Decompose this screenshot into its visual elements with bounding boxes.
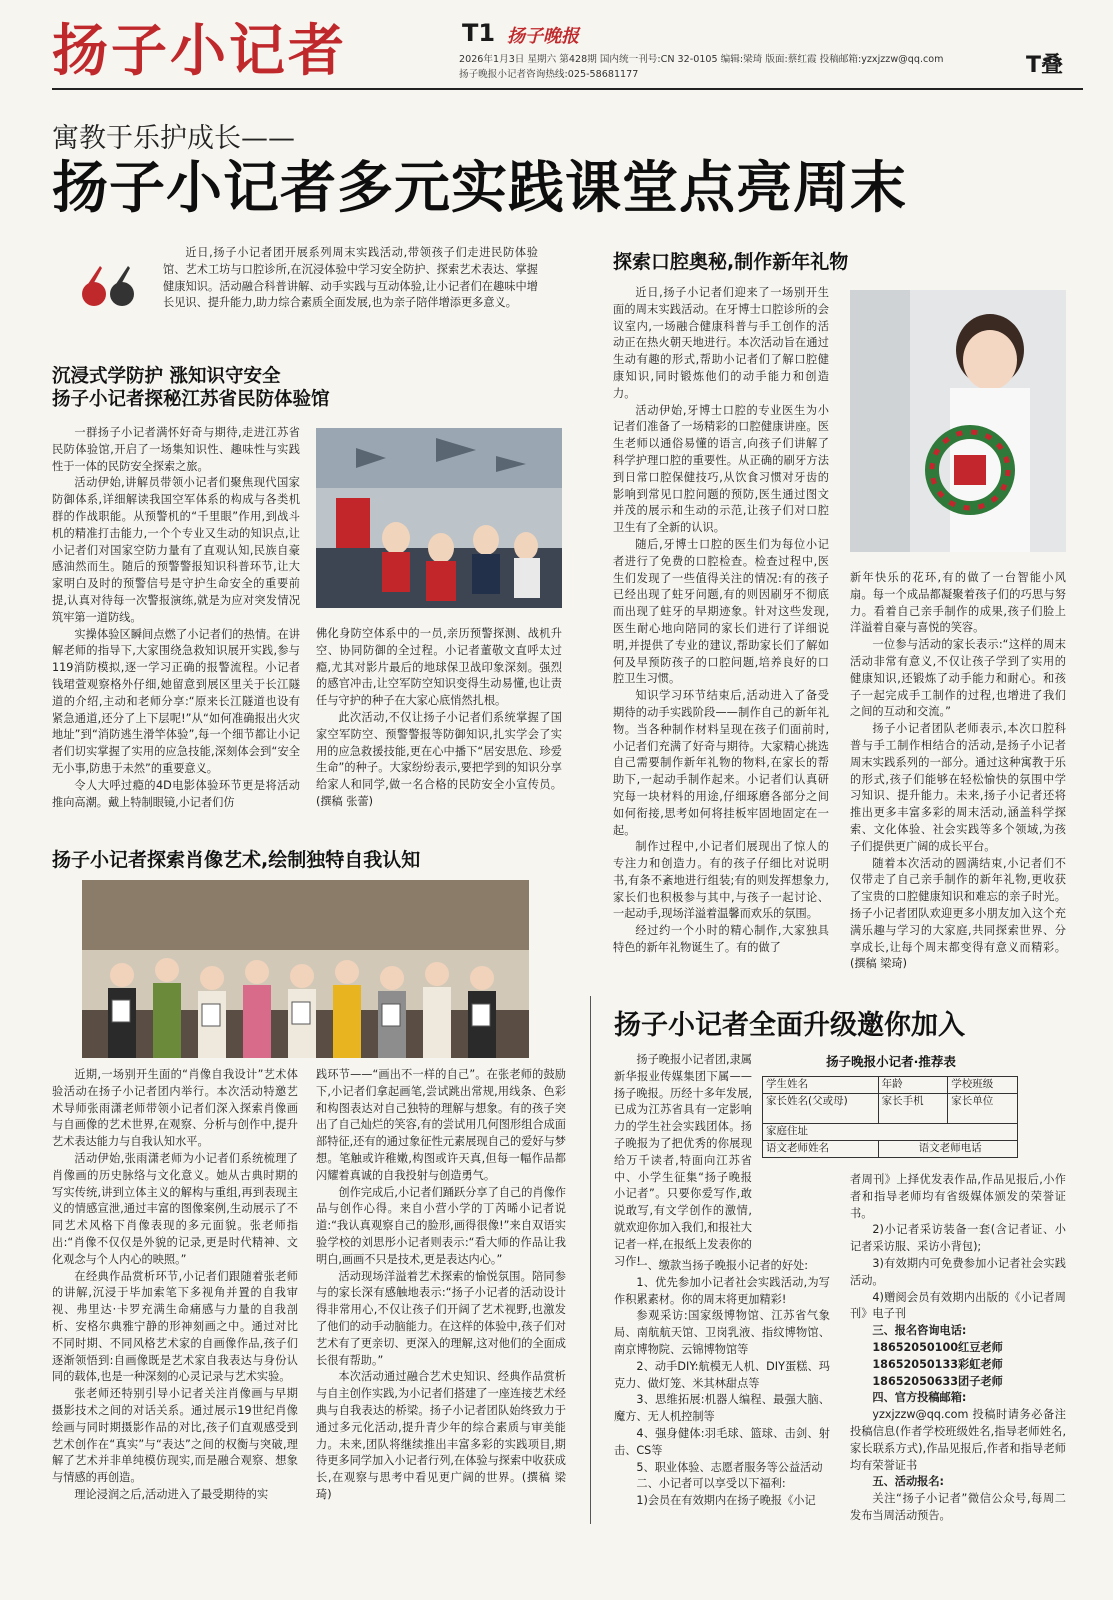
paragraph: 2、动手DIY:航模无人机、DIY蛋糕、玛克力、做灯笼、米其林甜点等 — [614, 1359, 830, 1390]
paragraph: 一群扬子小记者满怀好奇与期待,走进江苏省民防体验馆,开启了一场集知识性、趣味性与实践性于一体的民防安全探索之旅。 — [52, 426, 300, 473]
paragraph: 1)会员在有效期内在扬子晚报《小记 — [636, 1494, 816, 1508]
form-caption: 扬子晚报小记者·推荐表 — [826, 1054, 956, 1069]
recommend-form — [762, 1052, 1020, 1158]
paragraph: 活动伊始,张雨潇老师为小记者们系统梳理了肖像画的历史脉络与文化意义。她从古典时期的写实传统,讲到立体主义的解构与重组,再到表现主义的情感宣泄,通过丰富的图像案例,生动展示了不同艺术风格下肖像表现的多元面貌。张老师指出:“肖像不仅仅是外貌的记录,更是时代精神、文化观念与个人内心的映照。” — [52, 1151, 298, 1266]
lead-intro-text: 近日,扬子小记者团开展系列周末实践活动,带领孩子们走进民防体验馆、艺术工坊与口腔诊所,在沉浸体验中学习安全防护、探索艺术表达、掌握健康知识。活动融合科普讲解、动手实践与互动体验,让小记者们在趣味中增长见识、提升能力,助力综合素质全面发展,也为亲子陪伴增添更多意义。 — [163, 246, 538, 310]
paragraph: 二、小记者可以享受以下福利: — [636, 1477, 786, 1491]
ad-intro — [614, 1052, 752, 1268]
ad-title: 扬子小记者全面升级邀你加入 — [614, 1010, 965, 1041]
paragraph: 理论浸润之后,活动进入了最受期待的实 — [74, 1487, 269, 1501]
civil-defense-photo — [316, 428, 562, 608]
form-label: 家庭住址 — [763, 1124, 1018, 1141]
portrait-group-photo — [82, 880, 529, 1058]
issue-info — [459, 52, 944, 82]
paragraph: 一位参与活动的家长表示:“这样的周末活动非常有意义,不仅让孩子学到了实用的健康知识,还锻炼了动手能力和耐心。和孩子一起完成手工制作的过程,也增进了我们之间的互动和交流。” — [850, 638, 1066, 719]
paragraph: 制作过程中,小记者们展现出了惊人的专注力和创造力。有的孩子仔细比对说明书,有条不紊地进行组装;有的则发挥想象力,家长们也积极参与其中,与孩子一起讨论、一起动手,现场洋溢着温馨而欢乐的氛围。 — [613, 840, 829, 921]
masthead-rule — [52, 88, 1083, 90]
article1-title-2: 扬子小记者探秘江苏省民防体验馆 — [52, 389, 330, 410]
article1-title-1: 沉浸式学防护 涨知识守安全 — [52, 366, 281, 387]
article2-col2 — [850, 570, 1066, 971]
article2-col1 — [613, 285, 829, 963]
paragraph: 四、官方投稿邮箱: — [872, 1391, 967, 1405]
paragraph: 参观采访:国家级博物馆、江苏省气象局、南航航天馆、卫岗乳液、指纹博物馆、南京博物院、云锦博物馆等 — [614, 1309, 830, 1356]
form-label: 语文老师姓名 — [763, 1141, 879, 1158]
phone-number: 18652050100红豆老师 — [872, 1340, 1003, 1354]
lead-kicker: 寓教于乐护成长—— — [52, 123, 295, 154]
phone-number: 18652050133彩虹老师 — [872, 1357, 1003, 1371]
masthead-title: 扬子小记者 — [52, 18, 347, 84]
lead-headline: 扬子小记者多元实践课堂点亮周末 — [52, 156, 907, 221]
paragraph: 随着本次活动的圆满结束,小记者们不仅带走了自己亲手制作的新年礼物,更收获了宝贵的口腔健康知识和难忘的亲子时光。扬子小记者团队欢迎更多小朋友加入这个充满乐趣与学习的大家庭,共同探索世界、分享成长,让每个周末都变得有意义而精彩。(撰稿 梁琦) — [850, 856, 1066, 971]
paragraph: 本次活动通过融合艺术史知识、经典作品赏析与自主创作实践,为小记者们搭建了一座连接艺术经典与自我表达的桥梁。扬子小记者团队始终致力于通过多元化活动,提升青少年的综合素质与审美能力。未来,团队将继续推出丰富多彩的实践项目,期待更多同学加入小记者行列,在体验与探索中收获成长,在观察与思考中看见更广阔的世界。(撰稿 梁琦) — [316, 1370, 566, 1501]
paragraph: 活动现场洋溢着艺术探索的愉悦氛围。陪同参与的家长深有感触地表示:“扬子小记者的活动设计得非常用心,不仅让孩子们开阔了艺术视野,也激发了他们的动手动脑能力。在这样的体验中,孩子们对艺术有了更亲切、更深入的理解,这对他们的全面成长很有帮助。” — [316, 1269, 566, 1367]
page-number: T1 — [462, 19, 496, 47]
form-label: 学生姓名 — [763, 1077, 879, 1094]
paragraph: 此次活动,不仅让扬子小记者们系统掌握了国家空军防空、预警警报等防御知识,扎实学会了实用的应急救援技能,更在心中播下“居安思危、珍爱生命”的种子。大家纷纷表示,要把学到的知识分享给家人和同学,做一名合格的民防安全小宣传员。(撰稿 张蕾) — [316, 710, 562, 808]
paragraph: 在经典作品赏析环节,小记者们跟随着张老师的讲解,沉浸于毕加索笔下多视角并置的自我审视、弗里达·卡罗充满生命痛感与力量的自我剖析、安格尔典雅宁静的形神刻画之中。通过对比不同时期、不同风格艺术家的自画像作品,孩子们逐渐领悟到:自画像既是艺术家自我表达与身份认同的载体,也是一种深刻的心灵记录与艺术实验。 — [52, 1269, 298, 1384]
paragraph: 2)小记者采访装备一套(含记者证、小记者采访服、采访小背包); — [850, 1223, 1066, 1254]
form-label: 语文老师电话 — [878, 1141, 1017, 1158]
paragraph: 3、思维拓展:机器人编程、最强大脑、魔方、无人机控制等 — [614, 1393, 830, 1424]
paragraph: 实操体验区瞬间点燃了小记者们的热情。在讲解老师的指导下,大家围绕急救知识展开实践,参与119消防模拟,逐一学习正确的报警流程。小记者钱珺萱观察格外仔细,她留意到展区里关于长江隧道的介绍,主动和老师分享:“原来长江隧道也设有紧急通道,还分了上下层呢!”从“如何准确报出火灾地址”到“消防逃生滑竿体验”,每一个细节都让小记者们切实掌握了实用的应急技能,深刻体会到“安全无小事,防患于未然”的重要意义。 — [52, 627, 300, 775]
ad-contact — [850, 1172, 1066, 1524]
form-label: 年龄 — [878, 1077, 948, 1094]
paragraph: 知识学习环节结束后,活动进入了备受期待的动手实践阶段——制作自己的新年礼物。当各种制作材料呈现在孩子们面前时,小记者们充满了好奇与期待。大家精心挑选自己需要制作新年礼物的物料,在家长的帮助下,一起动手制作起来。小记者们认真研究每一块材料的用途,仔细琢磨各部分之间如何衔接,思考如何将挂板牢固地固定在一起。 — [613, 689, 829, 837]
paragraph: 5、职业体验、志愿者服务等公益活动 — [636, 1460, 823, 1474]
form-label: 家长单位 — [948, 1094, 1018, 1124]
wreath-photo — [850, 290, 1066, 552]
form-label: 家长手机 — [878, 1094, 948, 1124]
paragraph: 近期,一场别开生面的“肖像自我设计”艺术体验活动在扬子小记者团内举行。本次活动特邀艺术导师张雨潇老师带领小记者们深入探索肖像画与自画像的艺术世界,在观察、分析与创作中,提升艺术表达能力与自我认知水平。 — [52, 1068, 298, 1149]
phone-number: 18652050633团子老师 — [872, 1374, 1003, 1388]
paragraph: 活动伊始,牙博士口腔的专业医生为小记者们准备了一场精彩的口腔健康讲座。医生老师以通俗易懂的语言,向孩子们讲解了科学护理口腔的重要性。从正确的刷牙方法到日常口腔保健技巧,从饮食习惯对牙齿的影响到常见口腔问题的预防,医生通过图文并茂的展示和生动的示范,让孩子们对口腔卫生有了全新的认识。 — [613, 403, 829, 535]
newspaper-logo: 扬子晚报 — [507, 26, 579, 47]
paragraph: 经过约一个小时的精心制作,大家独具特色的新年礼物诞生了。有的做了 — [613, 924, 829, 955]
issue-line-1: 2026年1月3日 星期六 第428期 国内统一刊号:CN 32-0105 编辑:梁琦 版面:蔡红霞 投稿邮箱:yzxjzzw@qq.com — [459, 54, 944, 65]
article3-title: 扬子小记者探索肖像艺术,绘制独特自我认知 — [52, 849, 421, 871]
article3-col2 — [316, 1067, 566, 1523]
paragraph: 者周刊》上择优发表作品,作品见报后,小作者和指导老师均有省级媒体颁发的荣誉证书。 — [850, 1173, 1066, 1220]
paragraph: 近日,扬子小记者们迎来了一场别开生面的周末实践活动。在牙博士口腔诊所的会议室内,一场融合健康科普与手工创作的活动正在热火朝天地进行。本次活动旨在通过生动有趣的形式,帮助小记者们了解口腔健康知识,同时锻炼他们的动手能力和创造力。 — [613, 286, 829, 400]
quote-mark-icon — [78, 260, 138, 308]
paragraph: 三、报名咨询电话: — [872, 1324, 967, 1338]
form-label: 家长姓名(父或母) — [763, 1094, 879, 1124]
paragraph: 新年快乐的花环,有的做了一台智能小风扇。每一个成品都凝聚着孩子们的巧思与努力。看着自己亲手制作的成果,孩子们脸上洋溢着自豪与喜悦的笑容。 — [850, 571, 1066, 635]
article2-title: 探索口腔奥秘,制作新年礼物 — [613, 251, 849, 273]
paragraph: 1、优先参加小记者社会实践活动,为写作积累素材。你的周末将更加精彩! — [614, 1275, 830, 1306]
article1-col1 — [52, 425, 300, 820]
paragraph: 扬子小记者团队老师表示,本次口腔科普与手工制作相结合的活动,是扬子小记者周末实践系列的一部分。通过这种寓教于乐的形式,孩子们能够在轻松愉快的氛围中学习知识、提升能力。未来,扬子小记者还将推出更多丰富多彩的周末活动,涵盖科学探索、文化体验、社会实践等多个领域,为孩子们提供更广阔的成长平台。 — [850, 722, 1066, 853]
article1-col2 — [316, 626, 562, 820]
paragraph: 张老师还特别引导小记者关注肖像画与早期摄影技术之间的对话关系。通过展示19世纪肖像绘画与同时期摄影作品的对比,孩子们直观感受到艺术创作在“真实”与“表达”之间的权衡与突破,理解了艺术并非单纯模仿现实,而是融合观察、想象与情感的再创造。 — [52, 1387, 298, 1485]
paragraph: 活动伊始,讲解员带领小记者们聚焦现代国家防御体系,详细解读我国空军体系的构成与各类机群的作战职能。从预警机的“千里眼”作用,到战斗机的精准打击能力,一个个专业又生动的知识点,让小记者们对国家空防力量有了直观认知,民族自豪感油然而生。随后的预警警报知识科普环节,让大家明白及时的预警信号是守护生命安全的重要前提,认真对待每一次警报演练,就是为应对突发情况筑牢第一道防线。 — [52, 476, 300, 624]
section-label: T叠 — [1026, 53, 1064, 78]
article3-col1 — [52, 1067, 298, 1523]
ad-divider — [590, 996, 591, 1524]
paragraph: 一、缴款当扬子晚报小记者的好处: — [636, 1259, 808, 1272]
paragraph: 践环节——“画出不一样的自己”。在张老师的鼓励下,小记者们拿起画笔,尝试跳出常规,用线条、色彩和构图表达对自己独特的理解与想象。有的孩子突出了自己灿烂的笑容,有的尝试用几何图形组合成面部特征,还有的通过象征性元素展现自己的爱好与梦想。笔触或许稚嫩,构图或许天真,但每一幅作品都闪耀着真诚的自我投射与创造勇气。 — [316, 1068, 566, 1182]
paragraph: 五、活动报名: — [872, 1475, 944, 1489]
paragraph: 3)有效期内可免费参加小记者社会实践活动。 — [850, 1256, 1066, 1287]
paragraph: 4)赠阅会员有效期内出版的《小记者周刊》电子刊 — [850, 1290, 1066, 1321]
ad-benefits — [614, 1258, 830, 1524]
paragraph: 令人大呼过瘾的4D电影体验环节更是将活动推向高潮。戴上特制眼镜,小记者们仿 — [52, 778, 300, 809]
paragraph: 创作完成后,小记者们踊跃分享了自己的肖像作品与创作心得。来自小营小学的丁芮晞小记者说道:“我认真观察自己的脸形,画得很像!”来自双语实验学校的刘思彤小记者则表示:“看大师的作品让我明白,画画不只是技术,更是表达内心。” — [316, 1185, 566, 1266]
form-label: 学校班级 — [948, 1077, 1018, 1094]
issue-line-2: 扬子晚报小记者咨询热线:025-58681177 — [459, 69, 639, 80]
paragraph: 关注“扬子小记者”微信公众号,每周二发布当周活动预告。 — [850, 1492, 1066, 1522]
paragraph: 扬子晚报小记者团,隶属新华报业传媒集团下属——扬子晚报。历经十多年发展,已成为江苏省具有一定影响力的学生社会实践团体。扬子晚报为了把优秀的你展现给万千读者,特面向江苏省中、小学生征集“扬子晚报小记者”。只要你爱写作,敢说敢写,有文学创作的激情,就欢迎你加入我们,和报社大记者一样,在报纸上发表你的习作! — [614, 1053, 752, 1268]
paragraph: 随后,牙博士口腔的医生们为每位小记者进行了免费的口腔检查。检查过程中,医生们发现了一些值得关注的情况:有的孩子已经出现了蛀牙问题,有的则因刷牙不彻底而出现了蛀牙的早期迹象。针对这些发现,医生耐心地向陪同的家长们进行了详细说明,并提供了专业的建议,帮助家长们了解如何及早预防孩子的口腔问题,培养良好的口腔卫生习惯。 — [613, 537, 829, 686]
paragraph: 佛化身防空体系中的一员,亲历预警探测、战机升空、协同防御的全过程。小记者董敬文直呼太过瘾,尤其对影片最后的地球保卫战印象深刻。强烈的感官冲击,让空军防空知识变得生动易懂,也让责任与守护的种子在大家心底悄然扎根。 — [316, 627, 562, 708]
paragraph: yzxjzzw@qq.com 投稿时请务必备注投稿信息(作者学校班级姓名,指导老师姓名,家长联系方式),作品见报后,作者和指导老师均有荣誉证书 — [850, 1408, 1066, 1472]
lead-intro — [163, 245, 538, 331]
paragraph: 4、强身健体:羽毛球、篮球、击剑、射击、CS等 — [614, 1426, 830, 1457]
form-table — [762, 1076, 1018, 1158]
